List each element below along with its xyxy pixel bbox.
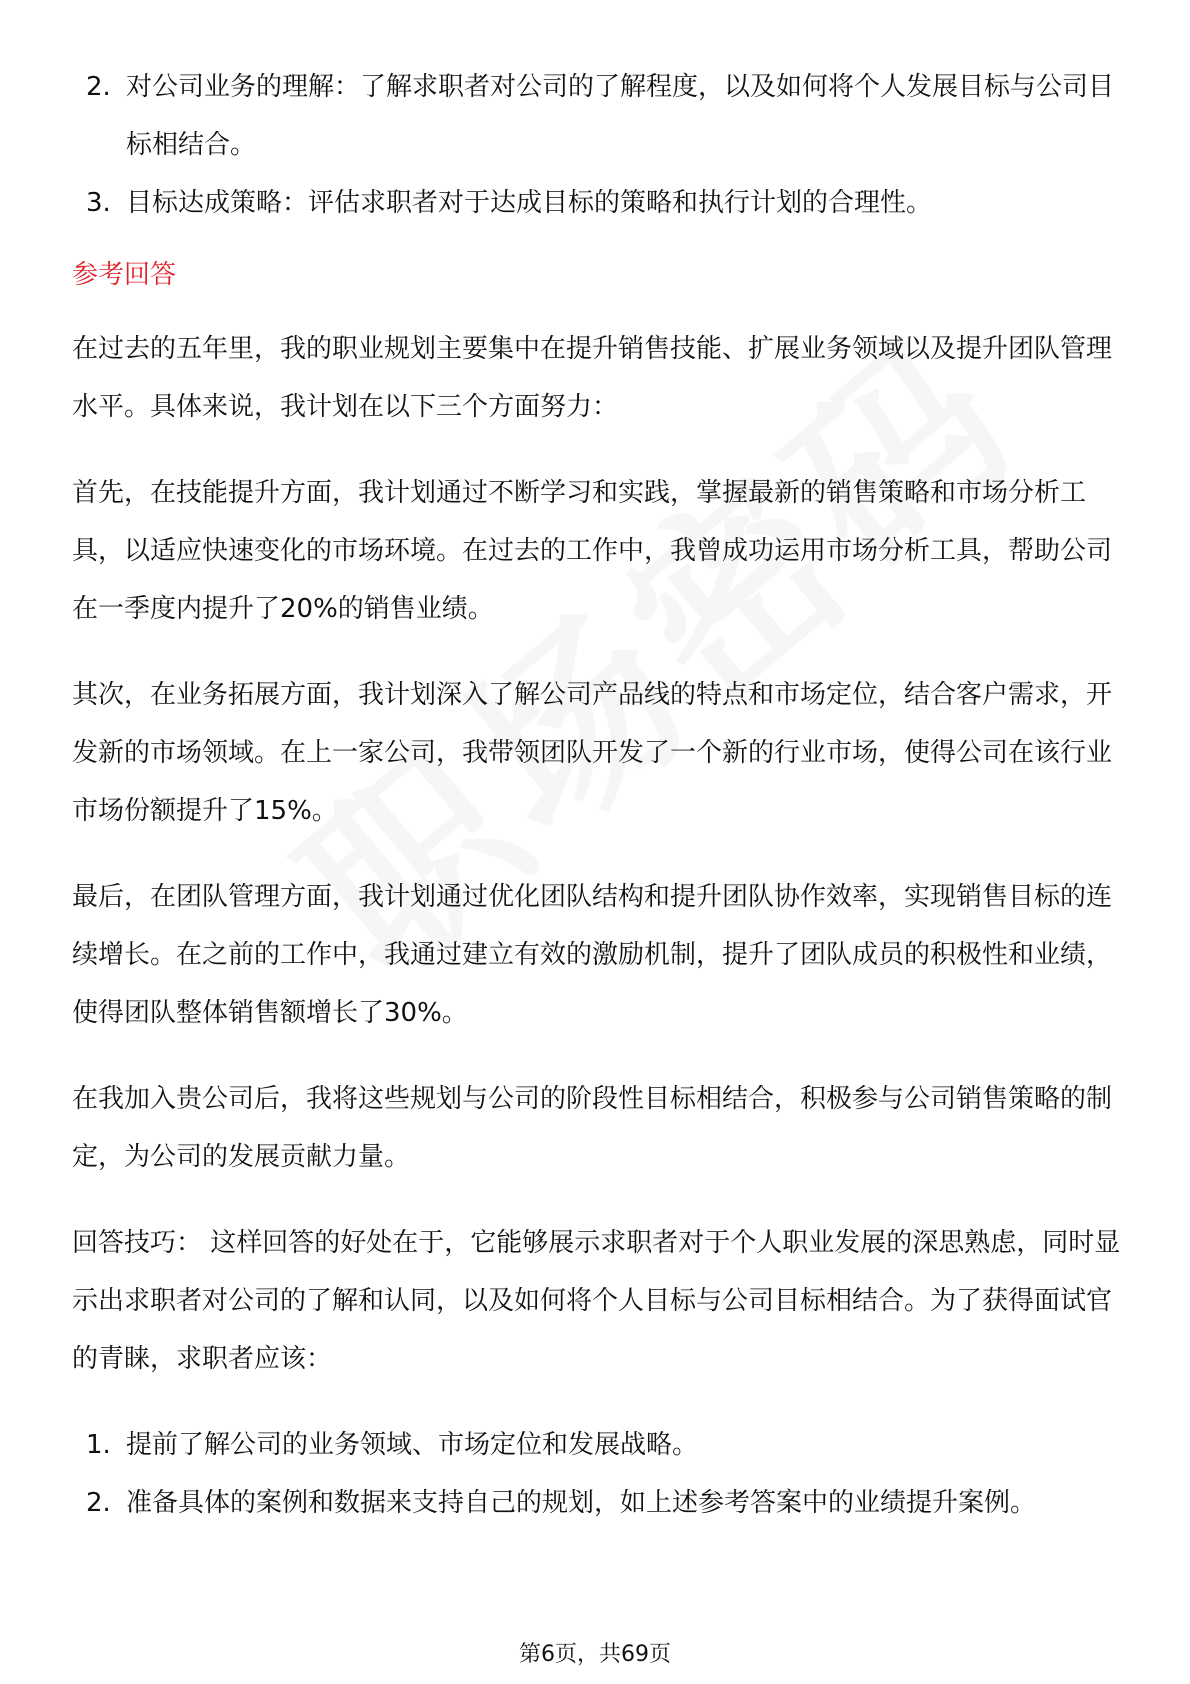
list-item [72, 174, 1122, 232]
tips-list [72, 1416, 1122, 1532]
page-content [72, 58, 1122, 1532]
section-heading: 参考回答 [72, 260, 177, 290]
paragraph: 首先，在技能提升方面，我计划通过不断学习和实践，掌握最新的销售策略和市场分析工具，以适应快速变化的市场环境。在过去的工作中，我曾成功运用市场分析工具，帮助公司在一季度内提升了20%的销售业绩。 [72, 478, 1113, 624]
list-item-number: 2. [86, 72, 111, 102]
list-item [72, 1474, 1122, 1532]
list-item-text: 准备具体的案例和数据来支持自己的规划，如上述参考答案中的业绩提升案例。 [126, 1488, 1037, 1518]
paragraph: 最后，在团队管理方面，我计划通过优化团队结构和提升团队协作效率，实现销售目标的连续增长。在之前的工作中，我通过建立有效的激励机制，提升了团队成员的积极性和业绩，使得团队整体销售额增长了30%。 [72, 882, 1113, 1028]
list-item-text: 目标达成策略：评估求职者对于达成目标的策略和执行计划的合理性。 [126, 188, 933, 218]
paragraph: 在过去的五年里，我的职业规划主要集中在提升销售技能、扩展业务领域以及提升团队管理水平。具体来说，我计划在以下三个方面努力： [72, 334, 1113, 422]
list-item-number: 1. [86, 1430, 111, 1460]
list-item [72, 58, 1122, 174]
list-item-text: 对公司业务的理解：了解求职者对公司的了解程度，以及如何将个人发展目标与公司目标相结合。 [126, 72, 1115, 160]
list-item-number: 2. [86, 1488, 111, 1518]
page-number-footer: 第6页，共69页 [519, 1642, 671, 1667]
criteria-list [72, 58, 1122, 232]
list-item [72, 1416, 1122, 1474]
list-item-text: 提前了解公司的业务领域、市场定位和发展战略。 [126, 1430, 699, 1460]
paragraph: 其次，在业务拓展方面，我计划深入了解公司产品线的特点和市场定位，结合客户需求，开发新的市场领域。在上一家公司，我带领团队开发了一个新的行业市场，使得公司在该行业市场份额提升了15%。 [72, 680, 1113, 826]
paragraph: 在我加入贵公司后，我将这些规划与公司的阶段性目标相结合，积极参与公司销售策略的制定，为公司的发展贡献力量。 [72, 1084, 1113, 1172]
list-item-number: 3. [86, 188, 111, 218]
paragraph: 回答技巧： 这样回答的好处在于，它能够展示求职者对于个人职业发展的深思熟虑，同时显示出求职者对公司的了解和认同，以及如何将个人目标与公司目标相结合。为了获得面试官的青睐，求职者应该： [72, 1228, 1121, 1374]
